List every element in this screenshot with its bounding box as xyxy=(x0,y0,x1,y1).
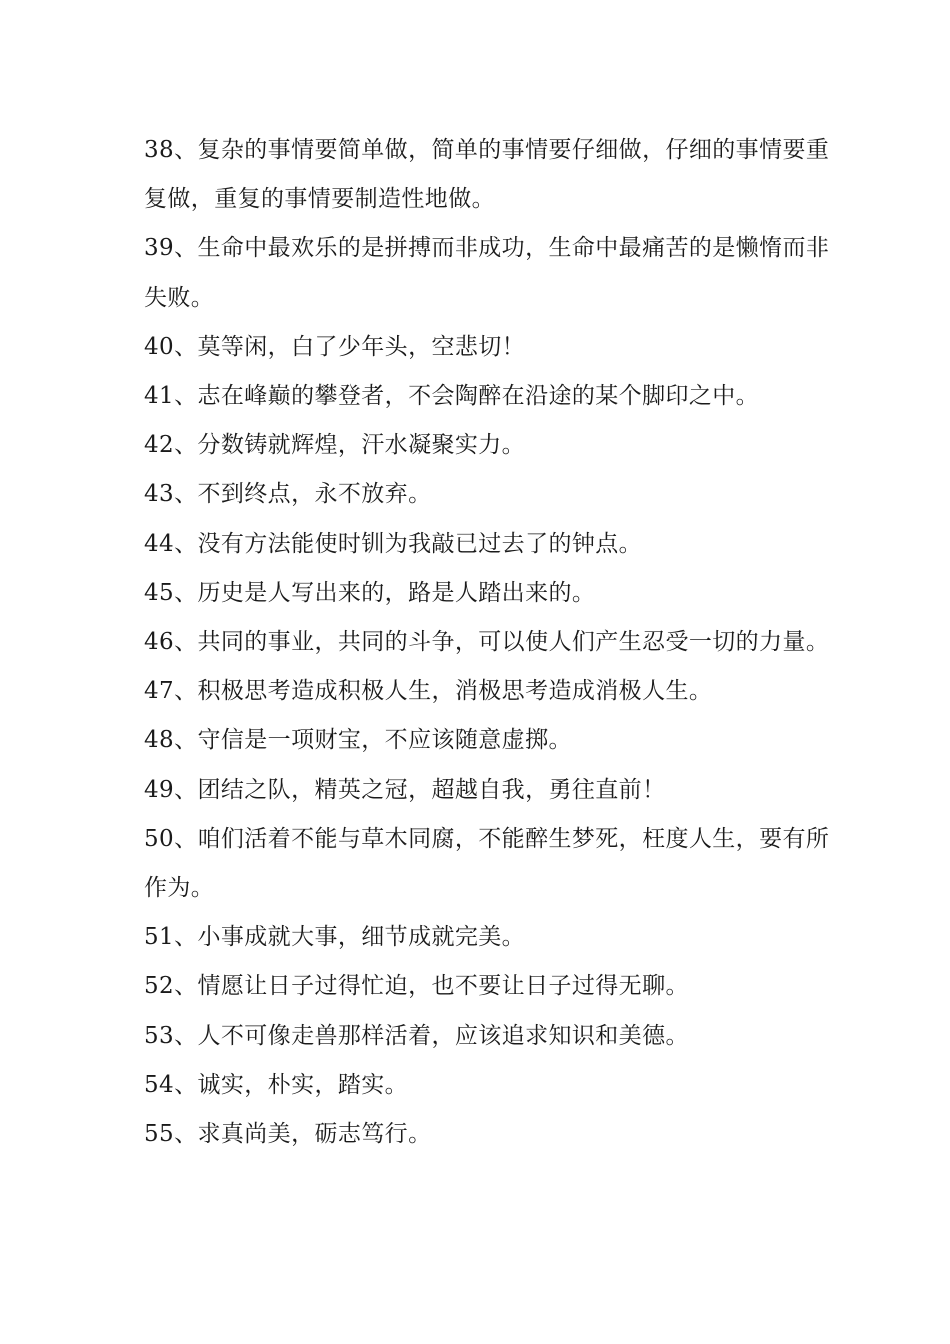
quote-53: 53、人不可像走兽那样活着，应该追求知识和美德。 xyxy=(144,1022,689,1049)
quote-51: 51、小事成就大事，细节成就完美。 xyxy=(144,924,526,951)
quote-54: 54、诚实，朴实，踏实。 xyxy=(144,1071,409,1098)
quote-43: 43、不到终点，永不放弃。 xyxy=(144,481,432,508)
quote-52: 52、情愿让日子过得忙迫，也不要让日子过得无聊。 xyxy=(144,973,689,1000)
quote-41: 41、志在峰巅的攀登者，不会陶醉在沿途的某个脚印之中。 xyxy=(144,383,760,410)
quote-40: 40、莫等闲，白了少年头，空悲切！ xyxy=(144,333,526,360)
quote-39: 39、生命中最欢乐的是拼搏而非成功，生命中最痛苦的是懒惰而非失败。 xyxy=(144,235,830,311)
quote-42: 42、分数铸就辉煌，汗水凝聚实力。 xyxy=(144,432,526,459)
quote-46: 46、共同的事业，共同的斗争，可以使人们产生忍受一切的力量。 xyxy=(144,629,830,656)
quote-45: 45、历史是人写出来的，路是人踏出来的。 xyxy=(144,579,596,606)
quote-38: 38、复杂的事情要简单做，简单的事情要仔细做，仔细的事情要重复做，重复的事情要制造性地做。 xyxy=(144,137,830,213)
quote-list xyxy=(144,126,834,1159)
quote-48: 48、守信是一项财宝，不应该随意虚掷。 xyxy=(144,727,572,754)
quote-50: 50、咱们活着不能与草木同腐，不能醉生梦死，枉度人生，要有所作为。 xyxy=(144,825,830,902)
quote-55: 55、求真尚美，砺志笃行。 xyxy=(144,1121,432,1148)
quote-47: 47、积极思考造成积极人生，消极思考造成消极人生。 xyxy=(144,678,713,705)
quote-44: 44、没有方法能使时钏为我敲已过去了的钟点。 xyxy=(144,530,643,557)
quote-49: 49、团结之队，精英之冠，超越自我，勇往直前！ xyxy=(144,776,666,803)
